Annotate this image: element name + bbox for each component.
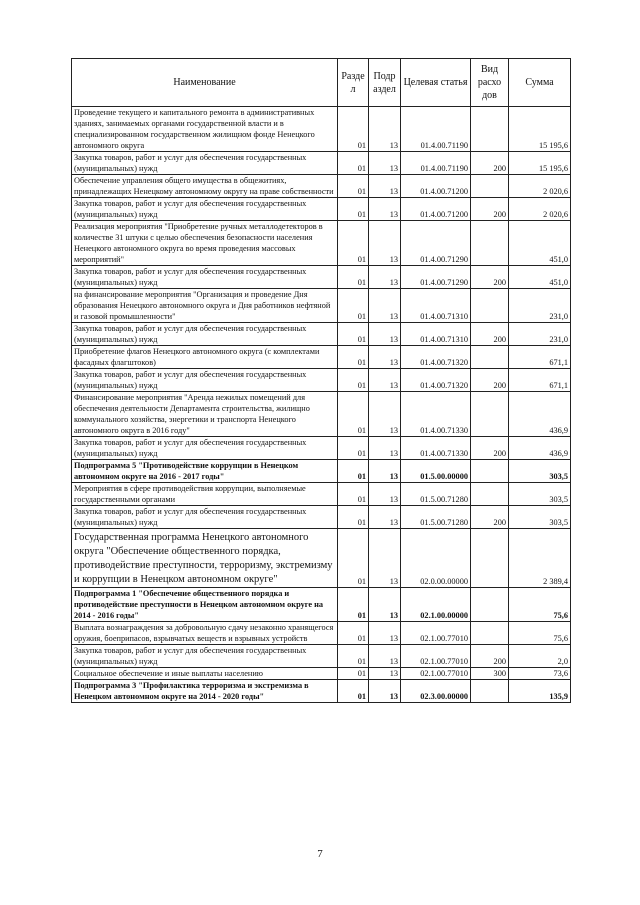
row-section: 01 — [338, 680, 369, 703]
table-row — [72, 152, 571, 175]
row-subsection: 13 — [369, 437, 401, 460]
row-name: на финансирование мероприятия "Организация и проведение Дня образования Ненецкого автономного округа и Дня работников нефтяной и газовой промышленности" — [72, 289, 338, 323]
row-kind — [471, 289, 509, 323]
row-kind — [471, 588, 509, 622]
row-article: 01.5.00.71280 — [401, 506, 471, 529]
row-sum: 671,1 — [509, 369, 571, 392]
row-sum: 451,0 — [509, 221, 571, 266]
row-name: Закупка товаров, работ и услуг для обеспечения государственных (муниципальных) нужд — [72, 152, 338, 175]
row-section: 01 — [338, 506, 369, 529]
row-sum: 303,5 — [509, 460, 571, 483]
row-name: Государственная программа Ненецкого автономного округа "Обеспечение общественного порядка, противодействие преступности, терроризму, экстремизму и коррупции в Ненецком автономном округе" — [72, 529, 338, 588]
row-sum: 303,5 — [509, 506, 571, 529]
row-section: 01 — [338, 588, 369, 622]
row-article: 01.5.00.71280 — [401, 483, 471, 506]
row-name: Подпрограмма 5 "Противодействие коррупции в Ненецком автономном округе на 2016 - 2017 годы" — [72, 460, 338, 483]
row-kind: 200 — [471, 645, 509, 668]
row-subsection: 13 — [369, 346, 401, 369]
row-article: 01.4.00.71190 — [401, 152, 471, 175]
row-subsection: 13 — [369, 369, 401, 392]
row-kind: 200 — [471, 506, 509, 529]
row-subsection: 13 — [369, 483, 401, 506]
row-subsection: 13 — [369, 392, 401, 437]
row-kind: 200 — [471, 369, 509, 392]
row-name: Мероприятия в сфере противодействия коррупции, выполняемые государственными органами — [72, 483, 338, 506]
row-section: 01 — [338, 645, 369, 668]
header-sum: Сумма — [509, 59, 571, 107]
row-article: 02.1.00.77010 — [401, 645, 471, 668]
row-subsection: 13 — [369, 175, 401, 198]
row-article: 02.0.00.00000 — [401, 529, 471, 588]
table-header-row — [72, 59, 571, 107]
table-row — [72, 346, 571, 369]
table-row — [72, 483, 571, 506]
row-section: 01 — [338, 221, 369, 266]
row-section: 01 — [338, 483, 369, 506]
budget-table — [71, 58, 571, 703]
table-row — [72, 529, 571, 588]
page-number: 7 — [317, 848, 323, 860]
row-sum: 73,6 — [509, 668, 571, 680]
row-name: Социальное обеспечение и иные выплаты населению — [72, 668, 338, 680]
row-article: 02.3.00.00000 — [401, 680, 471, 703]
header-kind: Вид расхо дов — [471, 59, 509, 107]
table-row — [72, 668, 571, 680]
row-kind: 200 — [471, 323, 509, 346]
row-name: Закупка товаров, работ и услуг для обеспечения государственных (муниципальных) нужд — [72, 323, 338, 346]
row-kind — [471, 175, 509, 198]
row-name: Закупка товаров, работ и услуг для обеспечения государственных (муниципальных) нужд — [72, 369, 338, 392]
row-article: 02.1.00.77010 — [401, 668, 471, 680]
row-name: Закупка товаров, работ и услуг для обеспечения государственных (муниципальных) нужд — [72, 198, 338, 221]
row-subsection: 13 — [369, 645, 401, 668]
row-article: 01.4.00.71320 — [401, 369, 471, 392]
table-row — [72, 645, 571, 668]
row-sum: 303,5 — [509, 483, 571, 506]
row-kind — [471, 680, 509, 703]
row-sum: 2 020,6 — [509, 175, 571, 198]
row-sum: 135,9 — [509, 680, 571, 703]
row-subsection: 13 — [369, 289, 401, 323]
row-subsection: 13 — [369, 680, 401, 703]
row-kind: 200 — [471, 437, 509, 460]
row-name: Реализация мероприятия "Приобретение ручных металлодетекторов в количестве 31 штуки с целью обеспечения безопасности населения Ненецкого автономного округа во время проведения массовых мероприятий" — [72, 221, 338, 266]
row-section: 01 — [338, 460, 369, 483]
row-subsection: 13 — [369, 198, 401, 221]
row-name: Закупка товаров, работ и услуг для обеспечения государственных (муниципальных) нужд — [72, 437, 338, 460]
row-article: 02.1.00.00000 — [401, 588, 471, 622]
row-sum: 436,9 — [509, 437, 571, 460]
row-name: Закупка товаров, работ и услуг для обеспечения государственных (муниципальных) нужд — [72, 645, 338, 668]
row-section: 01 — [338, 346, 369, 369]
table-row — [72, 323, 571, 346]
table-row — [72, 680, 571, 703]
row-kind: 200 — [471, 266, 509, 289]
row-article: 01.4.00.71190 — [401, 107, 471, 152]
row-name: Закупка товаров, работ и услуг для обеспечения государственных (муниципальных) нужд — [72, 506, 338, 529]
row-article: 01.4.00.71200 — [401, 175, 471, 198]
row-subsection: 13 — [369, 323, 401, 346]
row-name: Выплата вознаграждения за добровольную сдачу незаконно хранящегося оружия, боеприпасов, взрывчатых веществ и взрывных устройств — [72, 622, 338, 645]
header-section: Разде л — [338, 59, 369, 107]
row-kind — [471, 107, 509, 152]
row-sum: 15 195,6 — [509, 152, 571, 175]
row-kind — [471, 529, 509, 588]
row-sum: 671,1 — [509, 346, 571, 369]
row-article: 01.4.00.71320 — [401, 346, 471, 369]
row-name: Подпрограмма 3 "Профилактика терроризма и экстремизма в Ненецком автономном округе на 2014 - 2020 годы" — [72, 680, 338, 703]
row-sum: 75,6 — [509, 588, 571, 622]
row-section: 01 — [338, 266, 369, 289]
row-section: 01 — [338, 175, 369, 198]
row-kind — [471, 622, 509, 645]
row-subsection: 13 — [369, 221, 401, 266]
row-section: 01 — [338, 437, 369, 460]
row-subsection: 13 — [369, 622, 401, 645]
row-article: 01.4.00.71310 — [401, 323, 471, 346]
row-article: 01.4.00.71290 — [401, 221, 471, 266]
row-subsection: 13 — [369, 668, 401, 680]
row-section: 01 — [338, 198, 369, 221]
table-row — [72, 107, 571, 152]
row-article: 02.1.00.77010 — [401, 622, 471, 645]
row-sum: 15 195,6 — [509, 107, 571, 152]
row-kind: 200 — [471, 152, 509, 175]
row-subsection: 13 — [369, 152, 401, 175]
row-subsection: 13 — [369, 506, 401, 529]
row-subsection: 13 — [369, 529, 401, 588]
row-article: 01.4.00.71200 — [401, 198, 471, 221]
table-row — [72, 266, 571, 289]
row-sum: 2,0 — [509, 645, 571, 668]
table-row — [72, 289, 571, 323]
row-name: Обеспечение управления общего имущества в общежитиях, принадлежащих Ненецкому автономному округу на праве собственности — [72, 175, 338, 198]
row-sum: 2 020,6 — [509, 198, 571, 221]
row-article: 01.5.00.00000 — [401, 460, 471, 483]
row-name: Проведение текущего и капитального ремонта в административных зданиях, занимаемых органами государственной власти и в специализированном государственном жилищном фонде Ненецкого автономного округа — [72, 107, 338, 152]
table-row — [72, 437, 571, 460]
table-row — [72, 588, 571, 622]
row-section: 01 — [338, 622, 369, 645]
row-kind — [471, 346, 509, 369]
row-article: 01.4.00.71290 — [401, 266, 471, 289]
row-article: 01.4.00.71330 — [401, 392, 471, 437]
row-sum: 2 389,4 — [509, 529, 571, 588]
header-subsection: Подр аздел — [369, 59, 401, 107]
row-sum: 231,0 — [509, 289, 571, 323]
row-section: 01 — [338, 152, 369, 175]
table-row — [72, 198, 571, 221]
table-row — [72, 460, 571, 483]
row-name: Приобретение флагов Ненецкого автономного округа (с комплектами фасадных флагштоков) — [72, 346, 338, 369]
row-kind — [471, 221, 509, 266]
row-section: 01 — [338, 369, 369, 392]
row-kind — [471, 483, 509, 506]
row-subsection: 13 — [369, 266, 401, 289]
row-name: Подпрограмма 1 "Обеспечение общественного порядка и противодействие преступности в Ненецком автономном округе на 2014 - 2016 годы" — [72, 588, 338, 622]
row-kind — [471, 460, 509, 483]
row-section: 01 — [338, 392, 369, 437]
table-row — [72, 369, 571, 392]
row-sum: 436,9 — [509, 392, 571, 437]
row-section: 01 — [338, 323, 369, 346]
row-section: 01 — [338, 289, 369, 323]
table-row — [72, 392, 571, 437]
row-subsection: 13 — [369, 588, 401, 622]
header-article: Целевая статья — [401, 59, 471, 107]
table-row — [72, 221, 571, 266]
row-sum: 231,0 — [509, 323, 571, 346]
row-sum: 451,0 — [509, 266, 571, 289]
row-section: 01 — [338, 107, 369, 152]
row-name: Закупка товаров, работ и услуг для обеспечения государственных (муниципальных) нужд — [72, 266, 338, 289]
row-section: 01 — [338, 668, 369, 680]
table-row — [72, 506, 571, 529]
row-name: Финансирование мероприятия "Аренда нежилых помещений для обеспечения деятельности Департамента строительства, жилищно коммунального хозяйства, энергетики и транспорта Ненецкого автономного округа в 2016 году" — [72, 392, 338, 437]
row-subsection: 13 — [369, 107, 401, 152]
row-subsection: 13 — [369, 460, 401, 483]
row-article: 01.4.00.71330 — [401, 437, 471, 460]
row-article: 01.4.00.71310 — [401, 289, 471, 323]
row-kind: 300 — [471, 668, 509, 680]
row-kind: 200 — [471, 198, 509, 221]
table-row — [72, 622, 571, 645]
row-sum: 75,6 — [509, 622, 571, 645]
header-name: Наименование — [72, 59, 338, 107]
row-section: 01 — [338, 529, 369, 588]
table-row — [72, 175, 571, 198]
row-kind — [471, 392, 509, 437]
